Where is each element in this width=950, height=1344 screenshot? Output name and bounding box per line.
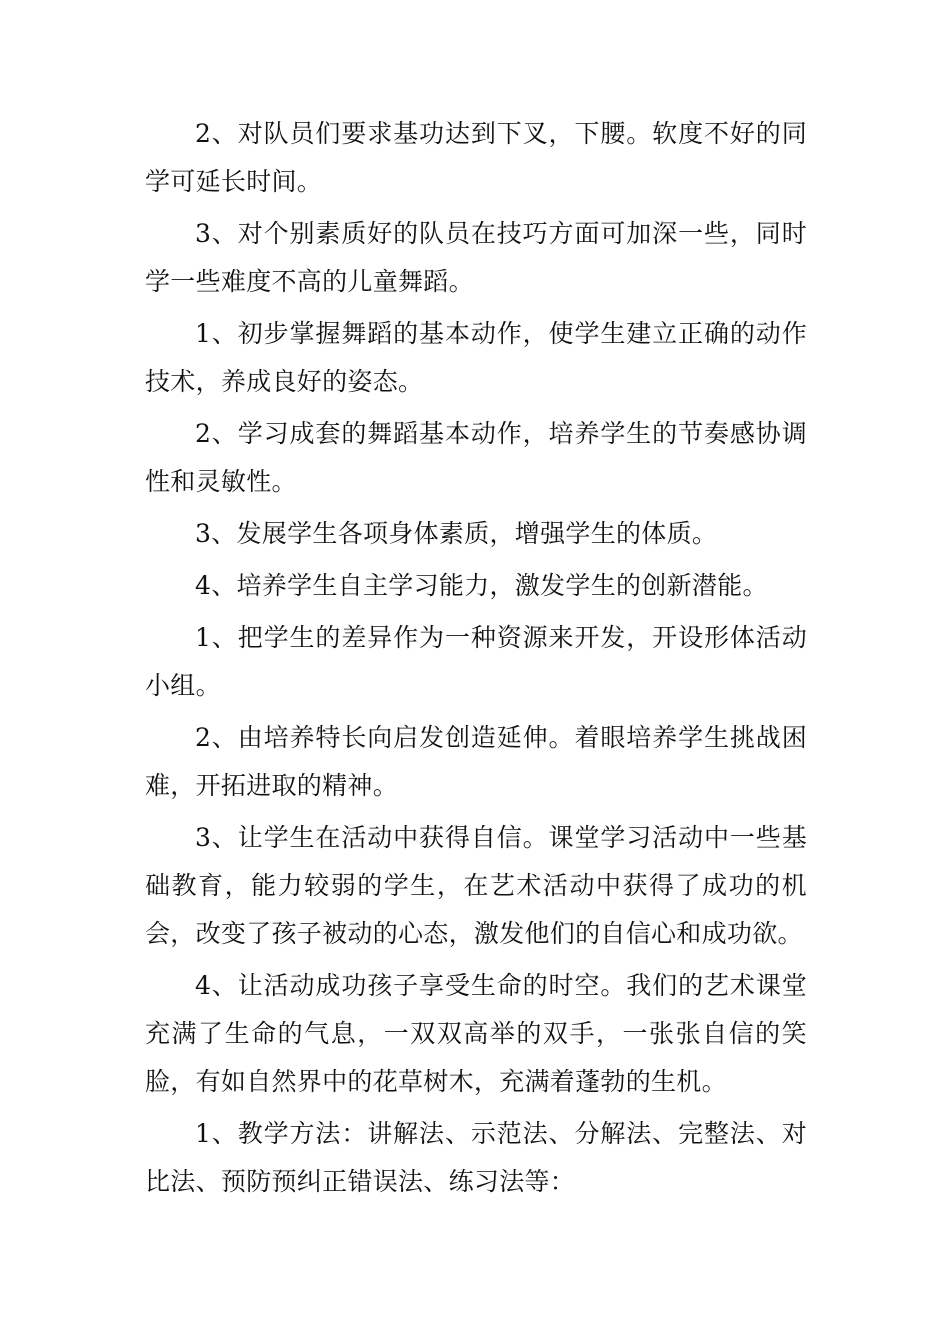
- paragraph: 1、初步掌握舞蹈的基本动作，使学生建立正确的动作技术，养成良好的姿态。: [145, 319, 807, 396]
- paragraph: 3、发展学生各项身体素质，增强学生的体质。: [195, 519, 718, 548]
- paragraph: 1、把学生的差异作为一种资源来开发，开设形体活动小组。: [145, 623, 807, 700]
- paragraph: 3、对个别素质好的队员在技巧方面可加深一些，同时学一些难度不高的儿童舞蹈。: [145, 219, 807, 296]
- paragraph: 4、让活动成功孩子享受生命的时空。我们的艺术课堂充满了生命的气息，一双双高举的双手，一张张自信的笑脸，有如自然界中的花草树木，充满着蓬勃的生机。: [145, 971, 807, 1096]
- paragraph: 1、教学方法：讲解法、示范法、分解法、完整法、对比法、预防预纠正错误法、练习法等：: [145, 1119, 807, 1196]
- paragraph: 4、培养学生自主学习能力，激发学生的创新潜能。: [195, 571, 768, 600]
- paragraph: 2、对队员们要求基功达到下叉，下腰。软度不好的同学可延长时间。: [145, 119, 807, 196]
- document-body: [145, 110, 807, 1206]
- paragraph: 2、由培养特长向启发创造延伸。着眼培养学生挑战困难，开拓进取的精神。: [145, 723, 807, 800]
- paragraph: 3、让学生在活动中获得自信。课堂学习活动中一些基础教育，能力较弱的学生，在艺术活动中获得了成功的机会，改变了孩子被动的心态，激发他们的自信心和成功欲。: [145, 823, 807, 948]
- paragraph: 2、学习成套的舞蹈基本动作，培养学生的节奏感协调性和灵敏性。: [145, 419, 807, 496]
